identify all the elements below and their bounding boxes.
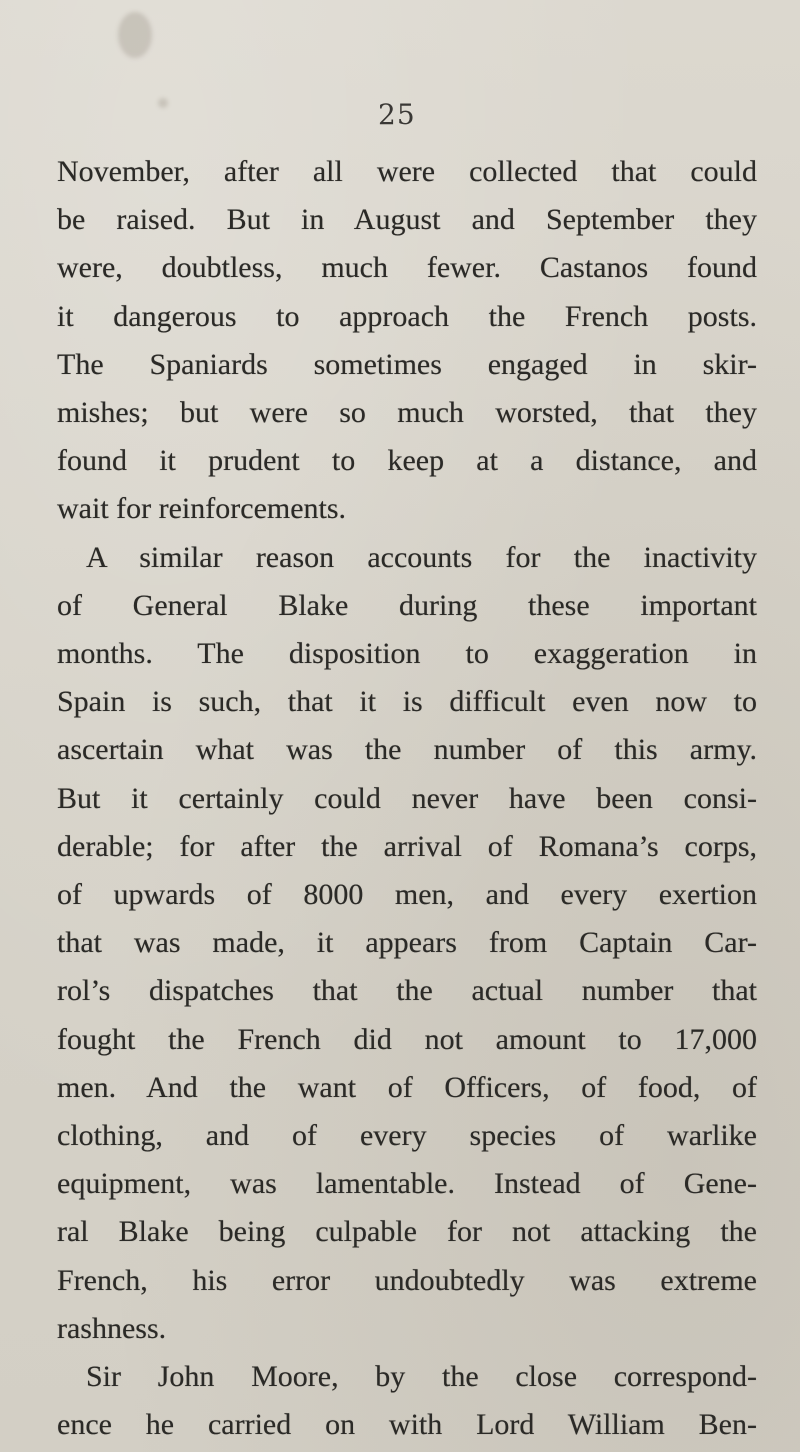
text-line: A similar reason accounts for the inactivity (86, 540, 757, 574)
text-line: derable; for after the arrival of Romana’s corps, (57, 829, 757, 863)
text-line: mishes; but were so much worsted, that they (57, 396, 757, 429)
text-line: ascertain what was the number of this army. (57, 733, 757, 767)
text-line: were, doubtless, much fewer. Castanos found (57, 251, 757, 285)
text-line: But it certainly could never have been consi- (57, 781, 757, 815)
text-line: Spain is such, that it is difficult even now to (57, 685, 757, 719)
text-line: that was made, it appears from Captain Car- (57, 926, 757, 960)
ink-blot-top (118, 12, 152, 58)
page-number: 25 (378, 98, 416, 131)
text-line: The Spaniards sometimes engaged in skir- (57, 347, 757, 381)
text-line: of General Blake during these important (57, 588, 757, 622)
text-line: men. And the want of Officers, of food, of (57, 1070, 757, 1104)
text-line: clothing, and of every species of warlike (57, 1119, 757, 1152)
text-line: rashness. (57, 1311, 167, 1345)
text-line: November, after all were collected that could (57, 155, 757, 188)
text-line: be raised. But in August and September they (57, 203, 757, 237)
text-line: months. The disposition to exaggeration in (57, 637, 757, 670)
text-line: wait for reinforcements. (57, 492, 347, 526)
text-line: of upwards of 8000 men, and every exertion (57, 878, 757, 911)
text-line: French, his error undoubtedly was extreme (57, 1263, 757, 1297)
text-line: equipment, was lamentable. Instead of Gene- (57, 1167, 757, 1201)
text-line: ence he carried on with Lord William Ben- (57, 1408, 757, 1442)
text-line: fought the French did not amount to 17,000 (57, 1022, 757, 1056)
text-line: ral Blake being culpable for not attacking the (57, 1215, 757, 1249)
text-line: found it prudent to keep at a distance, and (57, 444, 757, 478)
text-line: Sir John Moore, by the close correspond- (86, 1360, 757, 1393)
text-line: rol’s dispatches that the actual number that (57, 974, 757, 1008)
text-line: it dangerous to approach the French posts. (57, 299, 757, 333)
ink-dot-top (158, 98, 168, 108)
